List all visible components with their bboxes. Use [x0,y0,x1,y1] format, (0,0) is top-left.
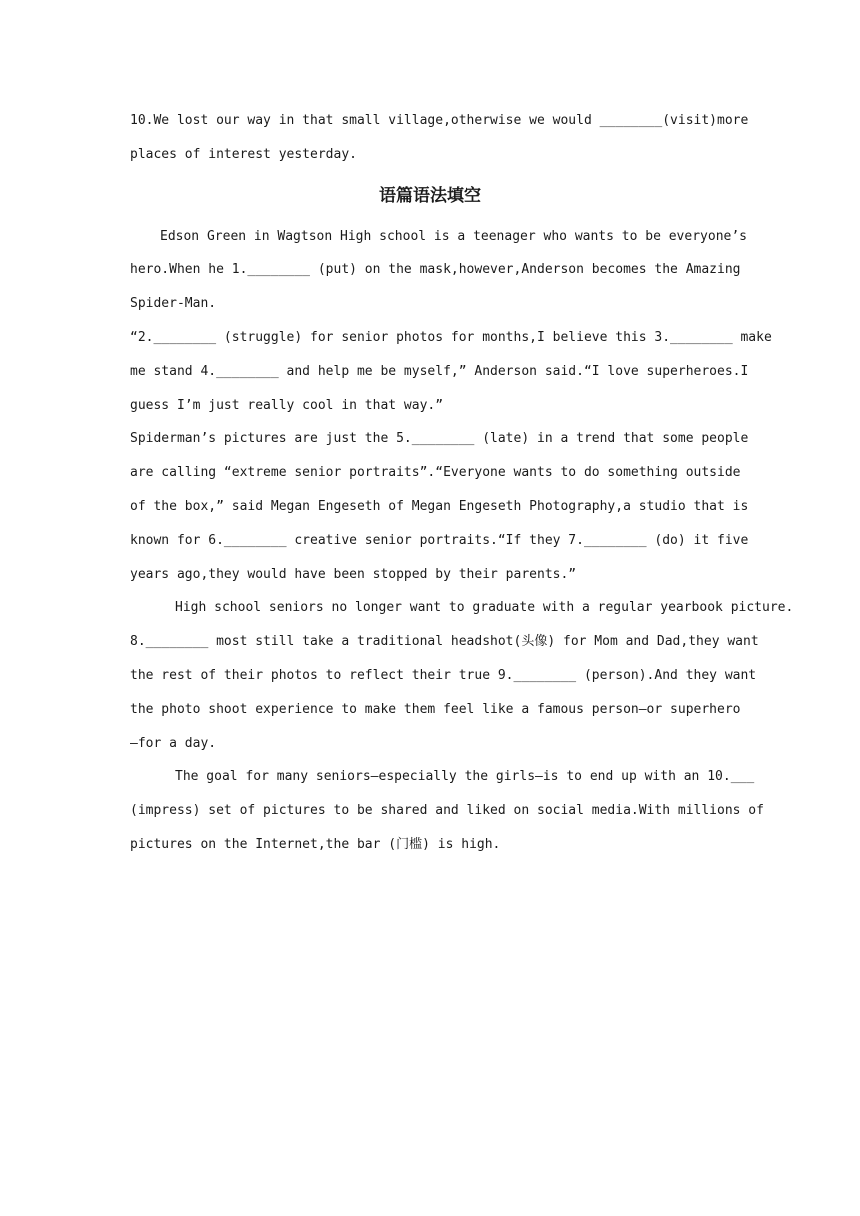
passage [130,220,794,862]
paragraph-5 [130,760,764,861]
paragraph-3-line-1: Spiderman’s pictures are just the 5.________ (late) in a trend that some people [130,431,749,447]
paragraph-1 [130,220,747,321]
paragraph-3-line-3: of the box,” said Megan Engeseth of Megan Engeseth Photography,a studio that is [130,498,749,514]
question-10 [130,104,749,172]
paragraph-2-line-2: me stand 4.________ and help me be myself,” Anderson said.“I love superheroes.I [130,363,749,379]
paragraph-4-line-1: High school seniors no longer want to graduate with a regular yearbook picture. [175,600,794,616]
paragraph-4-line-3: the rest of their photos to reflect their true 9.________ (person).And they want [130,667,757,683]
paragraph-5-line-1: The goal for many seniors—especially the girls—is to end up with an 10.___ [175,769,755,785]
paragraph-4-line-2: 8.________ most still take a traditional headshot(头像) for Mom and Dad,they want [130,634,759,650]
worksheet-page [130,104,794,862]
section-title: 语篇语法填空 [379,185,481,206]
paragraph-3-line-2: are calling “extreme senior portraits”.“Everyone wants to do something outside [130,465,741,481]
paragraph-2 [130,321,772,422]
question-10-line-2: places of interest yesterday. [130,146,357,162]
paragraph-1-line-2: hero.When he 1.________ (put) on the mask,however,Anderson becomes the Amazing [130,262,741,278]
paragraph-1-line-3: Spider-Man. [130,296,217,312]
question-10-line-1: 10.We lost our way in that small village,otherwise we would ________(visit)more [130,113,749,128]
paragraph-3-line-4: known for 6.________ creative senior portraits.“If they 7.________ (do) it five [130,532,749,548]
paragraph-2-line-1: “2.________ (struggle) for senior photos for months,I believe this 3.________ make [130,329,772,345]
paragraph-4-line-4: the photo shoot experience to make them feel like a famous person—or superhero [130,701,741,717]
paragraph-1-line-1: Edson Green in Wagtson High school is a teenager who wants to be everyone’s [160,228,747,244]
paragraph-4 [130,591,794,760]
paragraph-3 [130,422,749,591]
paragraph-5-line-2: (impress) set of pictures to be shared and liked on social media.With millions of [130,803,764,819]
paragraph-4-line-5: —for a day. [130,735,217,751]
paragraph-5-line-3: pictures on the Internet,the bar (门槛) is high. [130,836,501,852]
paragraph-2-line-3: guess I’m just really cool in that way.” [130,397,444,413]
paragraph-3-line-5: years ago,they would have been stopped by their parents.” [130,566,577,582]
